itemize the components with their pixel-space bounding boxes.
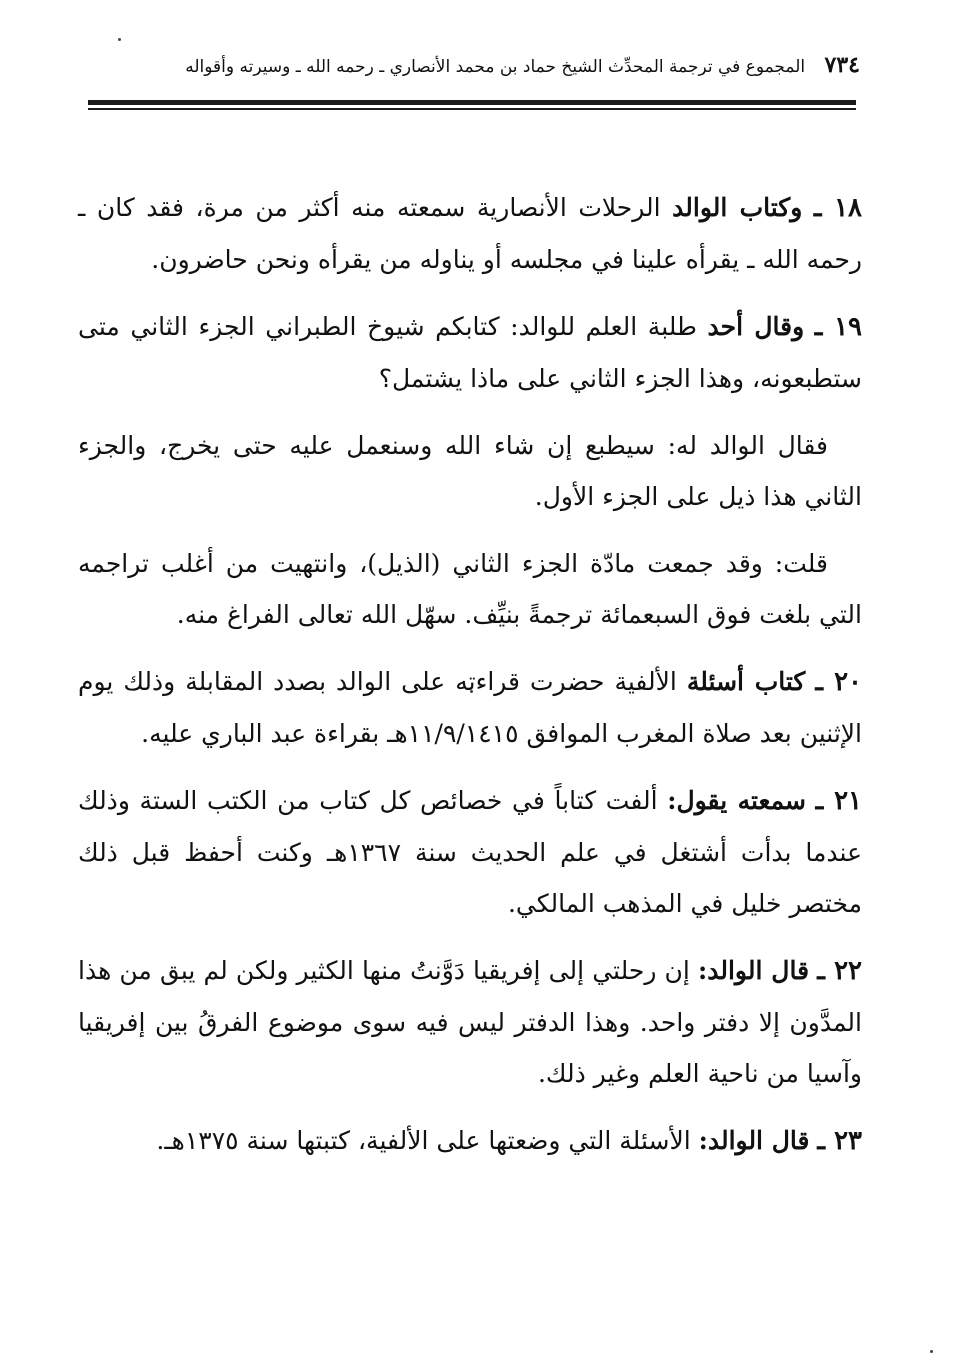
paragraph-text: إن رحلتي إلى إفريقيا دَوَّنتُ منها الكثير ولكن لم يبق من هذا المدَّون إلا دفتر واحد. وهذا الدفتر ليس فيه سوى موضوع الفرقُ بين إفريقيا وآسيا من ناحية العلم وغير ذلك. <box>78 956 862 1088</box>
paragraph-reply <box>78 420 862 522</box>
lead-phrase: قال الوالد: <box>698 956 810 985</box>
paragraph-18 <box>78 182 862 285</box>
paragraph-21 <box>78 775 862 929</box>
paragraph-text: الأسئلة التي وضعتها على الألفية، كتبتها سنة ١٣٧٥هـ. <box>156 1126 691 1155</box>
paragraph-text: الرحلات الأنصارية سمعته منه أكثر من مرة، فقد كان ـ رحمه الله ـ يقرأه علينا في مجلسه أو يناوله من يقرأه ونحن حاضرون. <box>78 193 862 274</box>
header-rule-thin <box>88 108 856 110</box>
lead-phrase: وقال أحد <box>707 312 805 341</box>
page-number: ٧٣٤ <box>824 52 860 78</box>
item-number: ٢٣ ـ <box>817 1126 862 1156</box>
lead-phrase: قال الوالد: <box>698 1126 810 1155</box>
item-number: ١٨ ـ <box>813 193 863 223</box>
paragraph-text: ألفت كتاباً في خصائص كل كتاب من الكتب الستة وذلك عندما بدأت أشتغل في علم الحديث سنة ١٣٦٧هـ وكنت أحفظ قبل ذلك مختصر خليل في المذهب المالكي. <box>78 786 862 918</box>
scan-speck <box>118 38 121 41</box>
item-number: ٢٠ ـ <box>815 667 862 697</box>
paragraph-22 <box>78 945 862 1099</box>
paragraph-20 <box>78 656 862 759</box>
lead-phrase: كتاب أسئلة <box>686 667 806 696</box>
running-header <box>150 52 860 78</box>
paragraph-text: قلت: وقد جمعت مادّة الجزء الثاني (الذيل)، وانتهيت من أغلب تراجمه التي بلغت فوق السبعمائة ترجمةً بنيِّف. سهّل الله تعالى الفراغ منه. <box>78 549 862 629</box>
paragraph-text: الألفية حضرت قراءته على الوالد بصدد المقابلة وذلك يوم الإثنين بعد صلاة المغرب الموافق ١١/٩/١٤١٥هـ بقراءة عبد الباري عليه. <box>78 667 862 748</box>
header-rule-thick <box>88 100 856 105</box>
paragraph-19 <box>78 301 862 404</box>
paragraph-text: طلبة العلم للوالد: كتابكم شيوخ الطبراني الجزء الثاني متى ستطبعونه، وهذا الجزء الثاني على ماذا يشتمل؟ <box>78 312 862 393</box>
lead-phrase: سمعته يقول: <box>667 786 806 815</box>
paragraph-text: فقال الوالد له: سيطبع إن شاء الله وسنعمل عليه حتى يخرج، والجزء الثاني هذا ذيل على الجزء الأول. <box>78 431 862 511</box>
scan-speck <box>930 1350 933 1353</box>
paragraph-note <box>78 538 862 640</box>
page-body <box>78 182 862 1183</box>
paragraph-23 <box>78 1115 862 1167</box>
item-number: ٢١ ـ <box>815 786 863 816</box>
lead-phrase: وكتاب الوالد <box>672 193 803 222</box>
item-number: ٢٢ ـ <box>817 956 862 986</box>
item-number: ١٩ ـ <box>814 312 863 342</box>
running-title: المجموع في ترجمة المحدِّث الشيخ حماد بن محمد الأنصاري ـ رحمه الله ـ وسيرته وأقواله <box>185 57 806 77</box>
